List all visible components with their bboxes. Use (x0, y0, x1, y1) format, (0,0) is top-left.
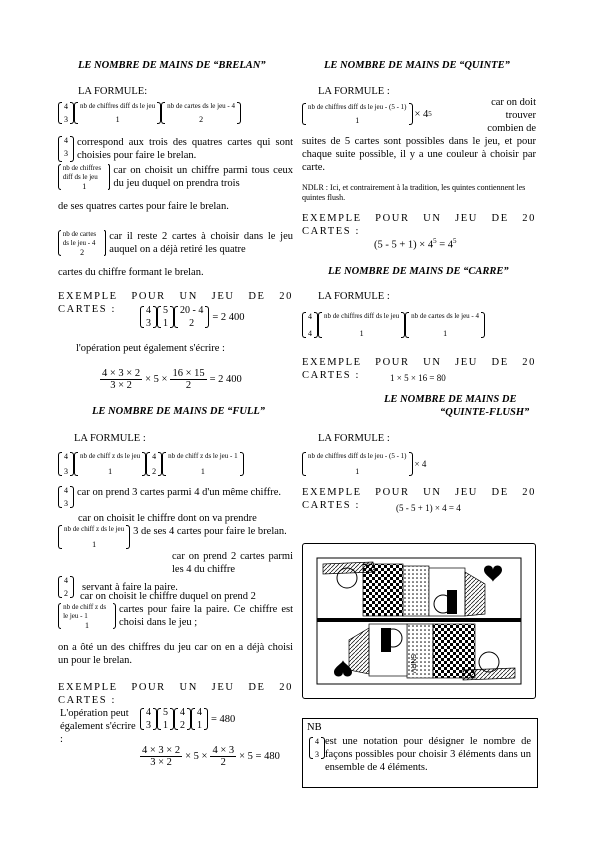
binomial-5-1-ex: 5 1 (157, 306, 174, 328)
full-formule-label: LA FORMULE : (74, 433, 146, 444)
brelan-desc-2: nb de chiffres diff ds le jeu 1 car on choisit un chiffre parmi tous ceux du jeu duquel on prendra trois (58, 164, 293, 190)
brelan-formula (58, 102, 298, 124)
brelan-alt-label: l'opération peut également s'écrire : (76, 343, 225, 354)
full-fraction-1: $\frac{4 \times 3 \times 2}{3 \times 2}$ (142, 745, 181, 768)
qf-title-1: LE NOMBRE DE MAINS DE (384, 394, 517, 405)
carre-formule-label: LA FORMULE : (318, 291, 390, 302)
full-formula (58, 452, 244, 476)
full-desc-2: car on choisit le chiffre dont on va prendre (78, 513, 257, 524)
playing-card-illustration (302, 543, 536, 699)
quinte-example-label: EXEMPLE POUR UN JEU DE 20 CARTES : (302, 213, 536, 237)
binomial-4-2-full: 4 2 (146, 452, 162, 476)
binomial-4-3-full-desc: 4 3 (58, 486, 74, 508)
full-example-formula: 4 3 5 1 4 2 4 1 = 480 (140, 708, 235, 730)
binomial-carre-chiffres: nb de chiffres diff ds le jeu 1 (318, 312, 405, 338)
nb-label: NB (307, 722, 322, 733)
binomial-cartes: nb de cartes ds le jeu - 4 2 (161, 102, 241, 124)
quinte-desc-b: suites de 5 cartes sont possibles dans le jeu, et pour chaque suite possible, il y a une couleur à choisir par carte. (302, 136, 536, 173)
binomial-ex-4: 4 1 (191, 708, 208, 730)
full-example-label: EXEMPLE POUR UN JEU DE 20 CARTES : (58, 682, 293, 706)
full-desc-4c: on a ôté un des chiffres du jeu car on en a déjà choisi un pour le brelan. (58, 642, 293, 666)
brelan-title: LE NOMBRE DE MAINS DE “BRELAN” (78, 60, 266, 71)
quinte-formule-label: LA FORMULE : (318, 86, 390, 97)
full-desc-4b: nb de chiff z ds le jeu - 1 1 cartes pour faire la paire. Ce chiffre est choisi dans le jeu ; (58, 603, 293, 629)
binomial-chiffres-small: nb de chiffres diff ds le jeu 1 (58, 164, 110, 190)
quinte-desc-a: car on doit trouver combien de (487, 97, 536, 134)
binomial-ex-2: 5 1 (157, 708, 174, 730)
binomial-4-3-full: 4 3 (58, 452, 74, 476)
binomial-cartes-small: nb de cartes ds le jeu - 4 2 (58, 230, 106, 256)
brelan-alt-formula: $\frac{4 \times 3 \times 2}{3 \times 2}$ × 5 × $\frac{16 \times 15}{2}$ = 2 400 (102, 368, 242, 391)
fraction-2: $\frac{16 \times 15}{2}$ (172, 368, 205, 391)
quinte-ndlr: NDLR : Ici, et contrairement à la tradition, les quintes contiennent les quintes flush. (302, 183, 526, 202)
jack-card-drawing (303, 544, 535, 698)
full-desc-3b: 4 2 servant à faire la paire. (58, 576, 293, 598)
binomial-4-2-full-desc: 4 2 (58, 576, 74, 598)
binomial-chiffres: nb de chiffres diff ds le jeu 1 (74, 102, 161, 124)
nb-binomial: 4 3 (309, 737, 325, 759)
binomial-ex-3: 4 2 (174, 708, 191, 730)
nb-box (302, 718, 538, 788)
full-desc-3: car on prend 2 cartes parmi les 4 du chiffre (172, 551, 293, 575)
full-desc-1: 4 3 car on prend 3 cartes parmi 4 d'un même chiffre. (58, 486, 293, 508)
binomial-4-3: 4 3 (58, 102, 74, 124)
full-fraction-2: $\frac{4 \times 3}{2}$ (212, 745, 235, 768)
full-title: LE NOMBRE DE MAINS DE “FULL” (92, 406, 265, 417)
quinte-example-formula: $(5 - 5 + 1) \times 4^5 = 4^5$ (374, 237, 457, 251)
binomial-carre-cartes: nb de cartes ds le jeu - 4 1 (405, 312, 485, 338)
binomial-4-4: 4 4 (302, 312, 318, 338)
brelan-example-formula: 4 3 5 1 20 - 4 2 = 2 400 (140, 306, 245, 328)
binomial-4-3-ex: 4 3 (140, 306, 157, 328)
carre-example-label: EXEMPLE POUR UN JEU DE 20 CARTES : (302, 357, 536, 381)
qf-example-label: EXEMPLE POUR UN JEU DE 20 CARTES : (302, 487, 536, 511)
binomial-quinte: nb de chiffres diff ds le jeu - (5 - 1) 1 (302, 103, 413, 125)
brelan-desc-1: 4 3 correspond aux trois des quatres cartes qui sont choisies pour faire le brelan. (58, 136, 293, 162)
qf-title-2: “QUINTE-FLUSH” (440, 407, 530, 418)
brelan-desc-2b: de ses quatres cartes pour faire le brelan. (58, 201, 229, 212)
fraction-1: $\frac{4 \times 3 \times 2}{3 \times 2}$ (102, 368, 141, 391)
qf-formula: nb de chiffres diff ds le jeu - (5 - 1) 1 × 4 (302, 452, 426, 476)
full-desc-4: car on choisit le chiffre duquel on prend 2 (80, 591, 256, 602)
qf-formule-label: LA FORMULE : (318, 433, 390, 444)
full-desc-2b: nb de chiff z ds le jeu 1 3 de ses 4 cartes pour faire le brelan. (58, 525, 293, 549)
qf-example-formula: (5 - 5 + 1) × 4 = 4 (396, 503, 461, 513)
carre-example-formula: 1 × 5 × 16 = 80 (390, 373, 446, 383)
binomial-chiffres-full-desc: nb de chiff z ds le jeu 1 (58, 525, 130, 549)
brelan-desc-3b: cartes du chiffre formant le brelan. (58, 267, 204, 278)
quinte-formula: nb de chiffres diff ds le jeu - (5 - 1) 1 × 4 5 (302, 103, 432, 125)
brelan-formule-label: LA FORMULE: (78, 86, 148, 97)
quinte-title: LE NOMBRE DE MAINS DE “QUINTE” (324, 60, 510, 71)
binomial-qf: nb de chiffres diff ds le jeu - (5 - 1) 1 (302, 452, 413, 476)
binomial-4-3-small: 4 3 (58, 136, 74, 162)
binomial-20-4-ex: 20 - 4 2 (174, 306, 209, 328)
carre-title: LE NOMBRE DE MAINS DE “CARRE” (328, 266, 509, 277)
brelan-desc-3: nb de cartes ds le jeu - 4 2 car il reste 2 cartes à choisir dans le jeu auquel on a déjà retiré les quatre (58, 230, 293, 256)
binomial-chiffres-full: nb de chiff z ds le jeu 1 (74, 452, 146, 476)
card-corner-text: SNRV (409, 654, 416, 674)
binomial-chiffres-minus-1-full: nb de chiff z ds le jeu - 1 1 (162, 452, 243, 476)
binomial-chiffres-minus-1-desc: nb de chiff z ds le jeu - 1 1 (58, 603, 116, 629)
carre-formula (302, 312, 485, 338)
nb-text: est une notation pour désigner le nombre de façons possibles pour choisir 3 éléments dans un ensemble de 4 éléments. (325, 736, 531, 773)
full-op-label: L'opération peut également s'écrire : (60, 708, 136, 745)
brelan-example-label: EXEMPLE POUR UN JEU DE 20 CARTES : (58, 291, 293, 315)
binomial-ex-1: 4 3 (140, 708, 157, 730)
full-alt-formula: $\frac{4 \times 3 \times 2}{3 \times 2}$ × 5 × $\frac{4 \times 3}{2}$ × 5 = 480 (142, 745, 280, 768)
